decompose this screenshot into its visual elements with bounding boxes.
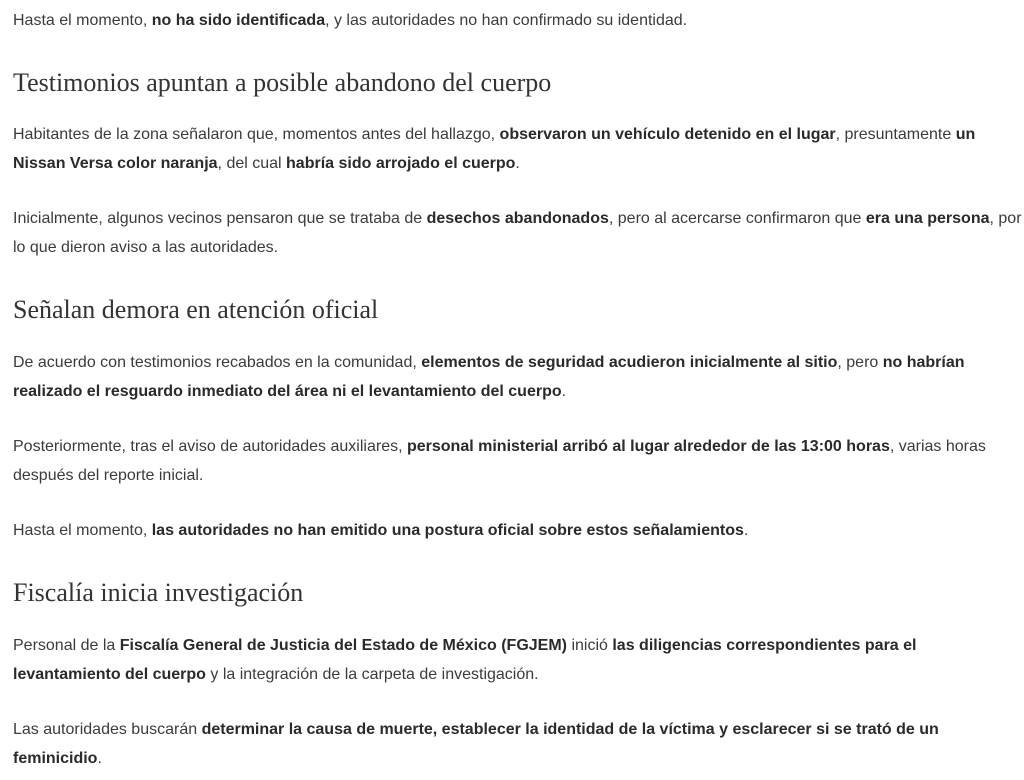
paragraph-causa-muerte: Las autoridades buscarán determinar la causa de muerte, establecer la identidad de la víctima y esclarecer si se trató de un feminicidio. xyxy=(13,721,939,767)
paragraph-postura-oficial: Hasta el momento, las autoridades no han emitido una postura oficial sobre estos señalamientos. xyxy=(13,522,749,539)
paragraph-vecinos: Inicialmente, algunos vecinos pensaron que se trataba de desechos abandonados, pero al acercarse confirmaron que era una persona, por lo que dieron aviso a las autoridades. xyxy=(13,210,1022,256)
intro-paragraph: Hasta el momento, no ha sido identificada, y las autoridades no han confirmado su identidad. xyxy=(13,12,688,29)
paragraph-vehiculo: Habitantes de la zona señalaron que, momentos antes del hallazgo, observaron un vehículo detenido en el lugar, presuntamente un Nissan Versa color naranja, del cual habría sido arrojado el cuerpo. xyxy=(13,126,976,172)
section-heading-testimonios: Testimonios apuntan a posible abandono del cuerpo xyxy=(13,68,552,97)
section-heading-demora: Señalan demora en atención oficial xyxy=(13,295,379,324)
paragraph-fgjem: Personal de la Fiscalía General de Justicia del Estado de México (FGJEM) inició las diligencias correspondientes para el levantamiento del cuerpo y la integración de la carpeta de investigación. xyxy=(13,637,917,683)
paragraph-testimonios-comunidad: De acuerdo con testimonios recabados en la comunidad, elementos de seguridad acudieron inicialmente al sitio, pero no habrían realizado el resguardo inmediato del área ni el levantamiento del cuerpo. xyxy=(13,354,965,400)
section-heading-fiscalia: Fiscalía inicia investigación xyxy=(13,578,304,607)
paragraph-personal-ministerial: Posteriormente, tras el aviso de autoridades auxiliares, personal ministerial arribó al lugar alrededor de las 13:00 horas, varias horas después del reporte inicial. xyxy=(13,438,986,484)
